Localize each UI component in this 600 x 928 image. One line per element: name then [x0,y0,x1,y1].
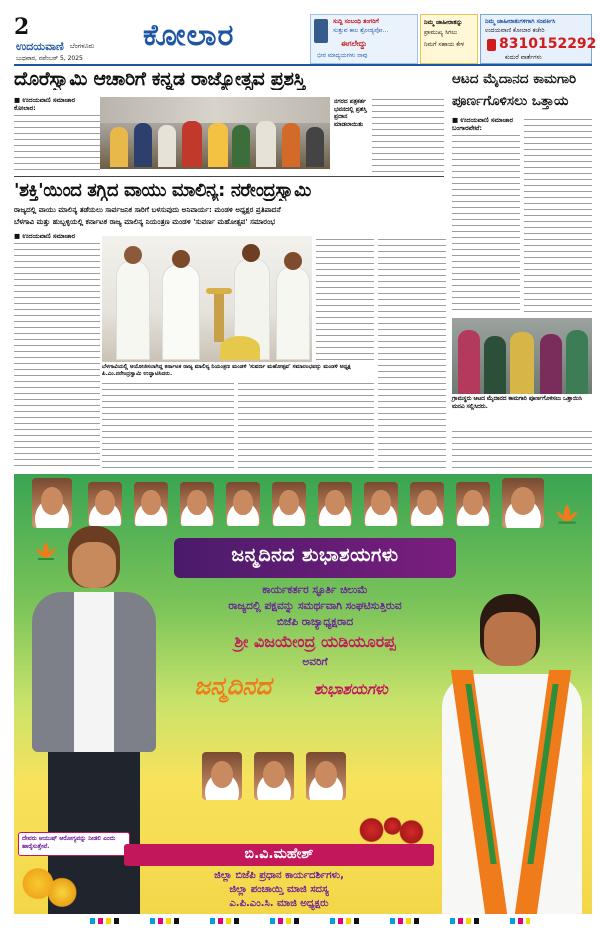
side-photo [452,318,592,394]
ad1-text-4: ಭೀರ ಮಾದ್ಯಯಗಳು ನಾವು [317,52,368,59]
sender-photo [432,594,592,914]
ad1-text-2: ಸುತ್ತುವ ಕಾಲ ಶ್ರೋಡ್ಯವೋ... [333,27,389,34]
second-caption: ಬೆಳಗಾವಿಯಲ್ಲಿ ಆಯೋಜಿಸಲಾಗಿದ್ದ ಕರ್ನಾಟಕ ರಾಜ್ಯ ಮಾಲಿನ್ಯ ನಿಯಂತ್ರಣ ಮಂಡಳಿ 'ಸುವರ್ಣ ಮಹೋತ್ಸವ' ಸಮಾರಂಭವನ್ನು ಮಂಡಳಿ ಅಧ್ಯಕ್ಷ ಪಿ.ಎಂ.ನರೇಂದ್ರಸ್ವಾಮಿ ಉದ್ಘಾಟಿಸಿದರು. [102,364,351,377]
second-photo [102,236,312,362]
side-body-text-2 [524,116,592,314]
leader-portrait-7 [318,482,352,526]
ad3-text-2: ಉದಯವಾಣಿ ಕೋಲಾರ ಕಚೇರಿ [485,27,545,34]
ad2-text-2: ಪ್ರಾಮುಖ್ಯ ಸಿಗಲು [424,29,458,36]
second-body-text-3 [378,236,446,468]
advert-honoree-name: ಶ್ರೀ ವಿಜಯೇಂದ್ರ ಯಡಿಯೂರಪ್ಪ [234,632,396,651]
leader-portrait-11 [502,478,544,528]
side-headline: ಆಟದ ಮೈದಾನದ ಕಾಮಗಾರಿ ಪೂರ್ಣಗೊಳಿಸಲು ಒತ್ತಾಯ [452,71,577,109]
lead-byline: ■ ಉದಯವಾಣಿ ಸಮಾಚಾರ [14,96,76,104]
birthday-advert [14,474,592,914]
lotus-icon-right [552,502,582,524]
lead-side-caption: ನಗರದ ಪತ್ರಕರ್ತ ಭವನದಲ್ಲಿ ಪ್ರಶಸ್ತಿ ಪ್ರದಾನ ಮಾಡಲಾಯಿತು [334,98,367,128]
leader-portrait-2 [88,482,122,526]
blessing-text: ದೇವರು ಆಯುಷ್ ಆರೋಗ್ಯವನ್ನು ನೀಡಲಿ ಎಂದು ಹಾರೈಸುತ್ತೇವೆ. [22,835,116,850]
side-dateline: ಬಂಗಾರಪೇಟೆ: [452,124,482,132]
advert-line-1: ಕಾರ್ಯಕರ್ತರ ಸ್ಫೂರ್ತಿ ಚಿಲುಮೆ [262,584,368,596]
second-headline: 'ಶಕ್ತಿ'ಯಿಂದ ತಗ್ಗಿದ ವಾಯು ಮಾಲಿನ್ಯ: ನರೇಂದ್ರಸ್ವಾಮಿ [14,180,311,201]
leader-portrait-12 [202,752,242,800]
edition-tag: ಬೆಂಗಳೂರು [70,42,95,50]
masthead-rule [14,64,592,66]
paper-name: ಉದಯವಾಣಿ [16,40,64,53]
side-caption: ಗ್ರಾಮಸ್ಥರು ಆಟದ ಮೈದಾನದ ಕಾಮಗಾರಿ ಪೂರ್ಣಗೊಳಿಸಲು ಒತ್ತಾಯಿಸಿ ಮನವಿ ಸಲ್ಲಿಸಿದರು. [452,396,582,410]
leader-portrait-8 [364,482,398,526]
advert-phone-number: 8310152292 [499,36,597,52]
registration-marks [90,918,530,924]
sender-role-1: ಜಿಲ್ಲಾ ಬಿಜೆಪಿ ಪ್ರಧಾನ ಕಾರ್ಯದರ್ಶಿಗಳು, [214,870,344,881]
ad2-text-3: ನಿಮಗೆ ಸಹಾಯ ಕೇಳ [424,41,465,48]
advert-title-bottom-1: ಜನ್ಮದಿನದ [194,672,272,700]
ad1-text-1: ಸುದ್ದಿ ಸಂಬಂಧಿ ತಂಗರಿಗೆ [333,18,379,25]
leader-portrait-4 [180,482,214,526]
leader-portrait-6 [272,482,306,526]
page-number: 2 [14,14,30,40]
lead-body-text [14,112,100,170]
side-body-text-3 [452,428,592,468]
leader-portrait-14 [306,752,346,800]
second-subheadline-2: ಬೆಳಗಾವಿ ಮತ್ತು ಹುಬ್ಬಳ್ಳಿಯಲ್ಲಿ ಕರ್ನಾಟಕ ರಾಜ್ಯ ಮಾಲಿನ್ಯ ನಿಯಂತ್ರಣ ಮಂಡಳಿ 'ಸುವರ್ಣ ಮಹೋತ್ಸವ' ಸಮಾರಂಭ [14,217,276,226]
second-story-rule [14,176,444,177]
leader-portrait-5 [226,482,260,526]
advert-title-bottom-2: ಶುಭಾಶಯಗಳು [314,680,388,698]
sender-role-3: ಎ.ಪಿ.ಎಂ.ಸಿ. ಮಾಜಿ ಅಧ್ಯಕ್ಷರು [229,898,329,909]
side-byline: ■ ಉದಯವಾಣಿ ಸಮಾಚಾರ [452,116,514,124]
lead-dateline: ಕೋಲಾರ: [14,104,36,112]
leader-portrait-9 [410,482,444,526]
sender-role-2: ಜಿಲ್ಲಾ ಪಂಚಾಯ್ತಿ ಮಾಜಿ ಸದಸ್ಯ [229,884,329,895]
second-body-text-1 [14,240,100,468]
advert-line-4: ಅವರಿಗೆ [302,656,328,668]
city-title: ಕೋಲಾರ [143,18,235,53]
masthead [0,0,600,64]
phone-icon [487,39,496,51]
second-subheadline-1: ರಾಜ್ಯದಲ್ಲಿ ವಾಯು ಮಾಲಿನ್ಯ ತಡೆಯಲು ಸಾರ್ವಜನಿಕ ಸಾರಿಗೆ ಬಳಸುವುದು ಅನಿವಾರ್ಯ: ಮಂಡಳಿ ಅಧ್ಯಕ್ಷರ ಪ್ರತಿಪಾದನೆ [14,205,281,214]
lead-headline: ದೊರೆಸ್ವಾಮಿ ಆಚಾರಿಗೆ ಕನ್ನಡ ರಾಜ್ಯೋತ್ಸವ ಪ್ರಶಸ್ತಿ [14,68,305,90]
header-advert-3 [480,14,597,64]
leader-portrait-13 [254,752,294,800]
header-advert-1 [310,14,418,64]
phone-graphic-icon [314,19,328,43]
sender-name: ಬಿ.ವಿ.ಮಹೇಶ್ [244,846,314,862]
header-advert-2 [420,14,478,64]
advert-title-top: ಜನ್ಮದಿನದ ಶುಭಾಶಯಗಳು [231,544,399,566]
leader-portrait-3 [134,482,168,526]
second-body-text-2 [316,236,374,362]
second-byline: ■ ಉದಯವಾಣಿ ಸಮಾಚಾರ [14,232,76,240]
leader-portrait-1 [32,478,72,528]
ad3-text-3: ಕುದುರೆ ವಾರ್ತೆಗಳು [505,54,542,61]
lead-photo [100,97,330,169]
rose-decoration-left [20,866,80,910]
lead-body-text-right [372,96,444,172]
leader-portrait-10 [456,482,490,526]
ad2-text-1: ನಿಮ್ಮ ಜಾಹೀರಾತನ್ನು [424,19,463,26]
side-body-text-1 [452,132,520,314]
second-body-text-5 [238,380,374,468]
ad1-text-3: ಈಗಲೇದ್ದು [341,39,367,48]
second-body-text-4 [102,380,234,468]
ad3-text-1: ನಿಮ್ಮ ಜಾಹೀರಾತುಗಳಿಗಾಗಿ ಸಂಪರ್ಕಿಸಿ [485,18,556,25]
date-line: ಬುಧವಾರ, ನವೆಂಬರ್ 5, 2025 [16,55,83,62]
advert-line-3: ಬಿಜೆಪಿ ರಾಜ್ಯಾಧ್ಯಕ್ಷರಾದ [276,616,354,628]
advert-line-2: ರಾಜ್ಯದಲ್ಲಿ ಪಕ್ಷವನ್ನು ಸಮರ್ಥವಾಗಿ ಸಂಘಟಿಸುತ್ತಿರುವ [228,600,402,612]
